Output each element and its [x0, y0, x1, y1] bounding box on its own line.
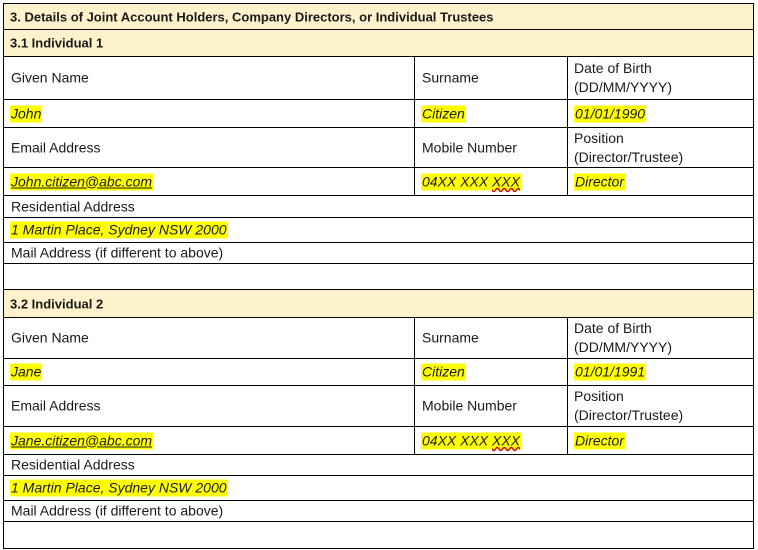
individual-2-heading-row — [3, 290, 754, 318]
individual-1-mail-label-row — [3, 243, 754, 264]
surname-label: Surname — [422, 329, 479, 346]
surname-value: Citizen — [422, 363, 465, 380]
mail-address-field[interactable] — [3, 522, 754, 549]
dob-field[interactable] — [568, 100, 753, 127]
section-title-row — [3, 3, 754, 30]
individual-1-contact-labels-row — [3, 128, 754, 168]
mail-address-field[interactable] — [3, 264, 754, 290]
individual-2-name-labels-row — [3, 318, 754, 359]
dob-value: 01/01/1991 — [575, 363, 646, 380]
position-field[interactable] — [568, 168, 753, 195]
dob-value: 01/01/1990 — [575, 105, 646, 121]
email-field[interactable] — [4, 168, 415, 195]
surname-field[interactable] — [415, 100, 568, 127]
given-name-label: Given Name — [11, 329, 89, 346]
mobile-value: 04XX XXX XXX — [422, 173, 521, 189]
dob-label: Date of Birth (DD/MM/YYYY) — [574, 60, 672, 95]
individual-1-name-values-row — [3, 100, 754, 128]
individual-2-name-values-row — [3, 359, 754, 386]
residential-address-value: 1 Martin Place, Sydney NSW 2000 — [11, 221, 227, 238]
mobile-field[interactable] — [415, 168, 568, 195]
position-label: Position (Director/Trustee) — [574, 388, 684, 423]
email-value: John.citizen@abc.com — [11, 173, 153, 189]
given-name-field[interactable] — [4, 359, 415, 385]
email-value: Jane.citizen@abc.com — [11, 432, 153, 448]
given-name-label: Given Name — [11, 69, 89, 86]
section-title: 3. Details of Joint Account Holders, Company Directors, or Individual Trustees — [10, 9, 494, 24]
residential-address-field[interactable] — [3, 218, 754, 243]
dob-label: Date of Birth (DD/MM/YYYY) — [574, 320, 672, 355]
individual-2-heading: 3.2 Individual 2 — [10, 296, 104, 311]
individual-1-heading: 3.1 Individual 1 — [10, 35, 104, 51]
given-name-field[interactable] — [4, 100, 415, 127]
given-name-value: Jane — [11, 363, 42, 380]
mail-address-label: Mail Address (if different to above) — [11, 244, 224, 261]
mail-address-label: Mail Address (if different to above) — [11, 502, 224, 519]
individual-2-residential-label-row — [3, 455, 754, 476]
email-label: Email Address — [11, 397, 101, 414]
dob-field[interactable] — [568, 359, 753, 385]
mobile-field[interactable] — [415, 427, 568, 454]
surname-value: Citizen — [422, 105, 465, 121]
individual-1-contact-values-row — [3, 168, 754, 196]
position-label: Position (Director/Trustee) — [574, 129, 684, 165]
given-name-value: John — [11, 105, 42, 121]
residential-address-label: Residential Address — [11, 198, 135, 214]
individual-2-contact-labels-row — [3, 386, 754, 427]
mobile-label: Mobile Number — [422, 139, 517, 155]
individual-1-name-labels-row — [3, 57, 754, 100]
mobile-value: 04XX XXX XXX — [422, 432, 521, 448]
individual-2-mail-label-row — [3, 501, 754, 522]
residential-address-field[interactable] — [3, 476, 754, 501]
surname-field[interactable] — [415, 359, 568, 385]
email-field[interactable] — [4, 427, 415, 454]
individual-1-residential-label-row — [3, 196, 754, 218]
surname-label: Surname — [422, 69, 479, 86]
individual-1-heading-row — [3, 30, 754, 57]
residential-address-label: Residential Address — [11, 456, 135, 473]
position-field[interactable] — [568, 427, 753, 454]
position-value: Director — [575, 173, 625, 189]
residential-address-value: 1 Martin Place, Sydney NSW 2000 — [11, 479, 227, 496]
email-label: Email Address — [11, 139, 101, 155]
individual-2-contact-values-row — [3, 427, 754, 455]
position-value: Director — [575, 432, 625, 448]
mobile-label: Mobile Number — [422, 397, 517, 414]
